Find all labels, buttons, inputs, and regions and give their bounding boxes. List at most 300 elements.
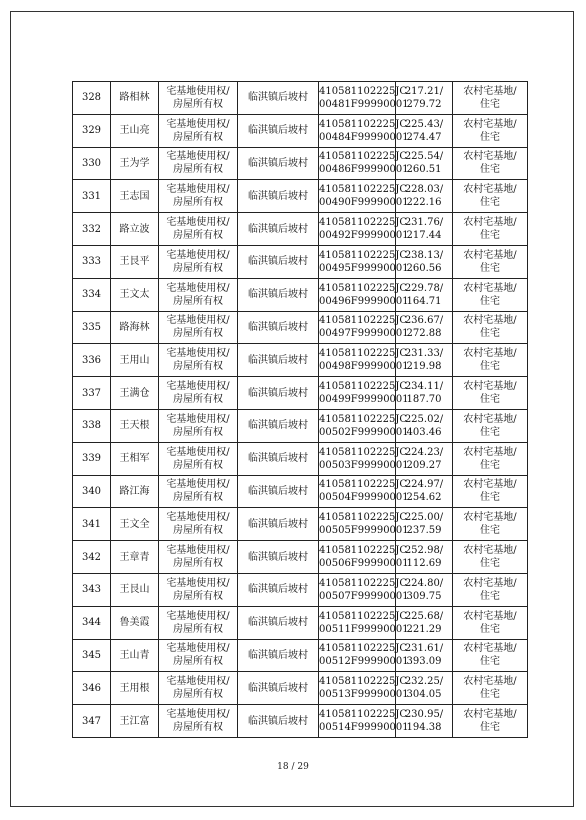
right-type-cell [159,705,238,738]
area-text: 222.16 [406,197,442,209]
unit-code-text: 00484F99990001 [319,131,409,143]
owner-name-text: 鲁美霞 [119,617,150,629]
land-use-cell [453,344,528,377]
location-text: 临淇镇后坡村 [248,518,308,530]
area-text: 209.27 [406,459,442,471]
unit-code-text: 410581102225JC [319,85,408,97]
owner-name-cell [111,541,159,574]
right-type-cell [159,606,238,639]
table-row [73,475,528,508]
row-number-text: 332 [81,223,102,235]
location-text: 临淇镇后坡村 [248,649,308,661]
area-text: 260.51 [406,164,442,176]
owner-name-text: 王相军 [119,453,150,465]
unit-code-cell [319,409,409,442]
owner-name-text: 王艮平 [119,256,150,268]
table-row [73,245,528,278]
area-text: 230.95/ [404,709,444,721]
owner-name-text: 王用山 [119,354,150,366]
owner-name-text: 王志国 [119,190,150,202]
owner-name-cell [111,213,159,246]
row-number-text: 342 [81,551,102,563]
right-type-text: 房屋所有权 [173,131,223,143]
area-text: 231.61/ [404,643,444,655]
location-text: 临淇镇后坡村 [248,682,308,694]
row-number-text: 330 [81,157,102,169]
table-row [73,311,528,344]
row-number-cell [73,147,111,180]
owner-name-text: 路立波 [119,223,150,235]
land-use-cell [453,114,528,147]
land-use-cell [453,245,528,278]
unit-code-text: 00481F99990001 [319,98,409,110]
area-text: 393.09 [406,656,442,668]
land-use-text: 农村宅基地/ [463,479,517,491]
area-text: 236.67/ [404,315,444,327]
owner-name-text: 王章青 [119,551,150,563]
row-number-cell [73,377,111,410]
unit-code-cell [319,278,409,311]
unit-code-text: 410581102225JC [319,610,408,622]
unit-code-text: 00497F99990001 [319,328,409,340]
right-type-text: 宅基地使用权/ [166,676,230,688]
unit-code-text: 00502F99990001 [319,426,409,438]
right-type-text: 宅基地使用权/ [166,577,230,589]
land-use-text: 住宅 [480,230,500,242]
unit-code-text: 410581102225JC [319,413,408,425]
right-type-cell [159,573,238,606]
right-type-text: 房屋所有权 [173,361,223,373]
location-cell [238,541,319,574]
right-type-cell [159,82,238,115]
right-type-cell [159,672,238,705]
right-type-text: 房屋所有权 [173,164,223,176]
location-cell [238,147,319,180]
unit-code-text: 00490F99990001 [319,197,409,209]
table-row [73,114,528,147]
location-text: 临淇镇后坡村 [248,617,308,629]
table-row [73,409,528,442]
unit-code-cell [319,705,409,738]
unit-code-cell [319,114,409,147]
table-row [73,541,528,574]
unit-code-text: 00511F99990001 [319,623,409,635]
location-text: 临淇镇后坡村 [248,420,308,432]
area-text: 260.56 [406,262,442,274]
unit-code-text: 410581102225JC [319,545,408,557]
area-text: 252.98/ [404,545,444,557]
right-type-text: 房屋所有权 [173,492,223,504]
area-text: 309.75 [406,590,442,602]
land-use-cell [453,213,528,246]
land-use-cell [453,409,528,442]
unit-code-cell [319,245,409,278]
unit-code-text: 00505F99990001 [319,525,409,537]
location-cell [238,442,319,475]
area-text: 224.97/ [404,479,444,491]
right-type-text: 宅基地使用权/ [166,249,230,261]
land-use-text: 住宅 [480,492,500,504]
land-use-text: 农村宅基地/ [463,315,517,327]
row-number-text: 337 [81,387,102,399]
owner-name-cell [111,672,159,705]
location-cell [238,311,319,344]
right-type-text: 宅基地使用权/ [166,643,230,655]
unit-code-text: 00492F99990001 [319,230,409,242]
unit-code-cell [319,442,409,475]
owner-name-cell [111,705,159,738]
location-text: 临淇镇后坡村 [248,715,308,727]
owner-name-text: 王山青 [119,649,150,661]
area-text: 194.38 [406,722,442,734]
right-type-text: 房屋所有权 [173,394,223,406]
area-text: 164.71 [406,295,442,307]
unit-code-cell [319,639,409,672]
owner-name-cell [111,82,159,115]
land-use-text: 农村宅基地/ [463,151,517,163]
right-type-cell [159,344,238,377]
land-use-cell [453,475,528,508]
unit-code-text: 410581102225JC [319,479,408,491]
land-use-text: 住宅 [480,328,500,340]
owner-name-cell [111,409,159,442]
area-text: 221.29 [406,623,442,635]
area-text: 403.46 [406,426,442,438]
right-type-text: 房屋所有权 [173,262,223,274]
unit-code-cell [319,147,409,180]
unit-code-text: 410581102225JC [319,709,408,721]
table-row [73,606,528,639]
location-cell [238,278,319,311]
right-type-cell [159,409,238,442]
row-number-text: 328 [81,92,102,104]
location-text: 临淇镇后坡村 [248,157,308,169]
right-type-text: 宅基地使用权/ [166,217,230,229]
land-use-cell [453,639,528,672]
unit-code-text: 410581102225JC [319,512,408,524]
row-number-text: 344 [81,617,102,629]
area-text: 234.11/ [404,381,444,393]
table-row [73,82,528,115]
area-text: 187.70 [406,394,442,406]
right-type-text: 宅基地使用权/ [166,545,230,557]
land-use-cell [453,606,528,639]
row-number-cell [73,82,111,115]
area-text: 217.21/ [404,85,444,97]
table-row [73,344,528,377]
land-use-text: 住宅 [480,262,500,274]
area-text: 279.72 [406,98,442,110]
owner-name-text: 王艮山 [119,584,150,596]
location-cell [238,475,319,508]
table-row [73,639,528,672]
location-cell [238,573,319,606]
land-use-cell [453,541,528,574]
area-text: 225.68/ [404,610,444,622]
owner-name-text: 路海林 [119,321,150,333]
location-cell [238,606,319,639]
land-use-text: 住宅 [480,197,500,209]
land-use-text: 农村宅基地/ [463,446,517,458]
area-text: 238.13/ [404,249,444,261]
right-type-cell [159,213,238,246]
area-text: 272.88 [406,328,442,340]
land-use-text: 住宅 [480,459,500,471]
location-cell [238,180,319,213]
area-text: 225.00/ [404,512,444,524]
row-number-cell [73,705,111,738]
location-text: 临淇镇后坡村 [248,223,308,235]
owner-name-text: 路江海 [119,485,150,497]
area-text: 219.98 [406,361,442,373]
land-use-cell [453,705,528,738]
right-type-text: 宅基地使用权/ [166,315,230,327]
right-type-text: 宅基地使用权/ [166,446,230,458]
row-number-text: 334 [81,289,102,301]
unit-code-text: 410581102225JC [319,676,408,688]
right-type-cell [159,311,238,344]
land-use-text: 住宅 [480,295,500,307]
area-text: 224.23/ [404,446,444,458]
land-use-text: 住宅 [480,656,500,668]
unit-code-text: 410581102225JC [319,577,408,589]
location-text: 临淇镇后坡村 [248,321,308,333]
right-type-cell [159,377,238,410]
unit-code-cell [319,475,409,508]
unit-code-text: 00507F99990001 [319,590,409,602]
area-text: 231.76/ [404,217,444,229]
unit-code-text: 410581102225JC [319,315,408,327]
right-type-cell [159,278,238,311]
right-type-text: 宅基地使用权/ [166,85,230,97]
row-number-text: 347 [81,715,102,727]
land-use-text: 农村宅基地/ [463,577,517,589]
row-number-text: 331 [81,190,102,202]
row-number-cell [73,180,111,213]
land-use-text: 农村宅基地/ [463,184,517,196]
unit-code-text: 410581102225JC [319,282,408,294]
land-use-text: 农村宅基地/ [463,676,517,688]
owner-name-cell [111,573,159,606]
land-use-text: 农村宅基地/ [463,282,517,294]
location-text: 临淇镇后坡村 [248,453,308,465]
unit-code-cell [319,672,409,705]
right-type-cell [159,541,238,574]
land-use-cell [453,82,528,115]
land-use-cell [453,508,528,541]
land-use-text: 农村宅基地/ [463,413,517,425]
owner-name-text: 王文太 [119,289,150,301]
right-type-text: 房屋所有权 [173,558,223,570]
location-text: 临淇镇后坡村 [248,125,308,137]
row-number-cell [73,213,111,246]
owner-name-cell [111,278,159,311]
row-number-cell [73,475,111,508]
right-type-text: 宅基地使用权/ [166,151,230,163]
unit-code-text: 00506F99990001 [319,558,409,570]
right-type-cell [159,147,238,180]
row-number-cell [73,672,111,705]
row-number-text: 345 [81,649,102,661]
location-cell [238,672,319,705]
land-use-text: 住宅 [480,590,500,602]
owner-name-text: 王用根 [119,682,150,694]
area-text: 229.78/ [404,282,444,294]
row-number-cell [73,114,111,147]
right-type-cell [159,639,238,672]
right-type-cell [159,180,238,213]
unit-code-cell [319,344,409,377]
area-text: 217.44 [406,230,442,242]
row-number-cell [73,409,111,442]
right-type-text: 房屋所有权 [173,722,223,734]
location-cell [238,213,319,246]
land-use-cell [453,180,528,213]
owner-name-text: 王为学 [119,157,150,169]
unit-code-text: 00513F99990001 [319,689,409,701]
land-use-text: 农村宅基地/ [463,545,517,557]
area-text: 254.62 [406,492,442,504]
land-use-text: 住宅 [480,164,500,176]
land-use-text: 农村宅基地/ [463,249,517,261]
land-use-text: 住宅 [480,98,500,110]
row-number-cell [73,541,111,574]
location-text: 临淇镇后坡村 [248,551,308,563]
table-row [73,573,528,606]
location-text: 临淇镇后坡村 [248,256,308,268]
land-use-text: 农村宅基地/ [463,381,517,393]
right-type-text: 房屋所有权 [173,623,223,635]
land-use-text: 住宅 [480,623,500,635]
right-type-cell [159,245,238,278]
right-type-text: 宅基地使用权/ [166,479,230,491]
location-text: 临淇镇后坡村 [248,190,308,202]
unit-code-cell [319,541,409,574]
unit-code-text: 00503F99990001 [319,459,409,471]
location-text: 临淇镇后坡村 [248,289,308,301]
land-use-cell [453,672,528,705]
land-use-text: 农村宅基地/ [463,643,517,655]
owner-name-text: 王天根 [119,420,150,432]
land-use-text: 住宅 [480,689,500,701]
right-type-text: 房屋所有权 [173,98,223,110]
row-number-cell [73,344,111,377]
row-number-cell [73,311,111,344]
unit-code-text: 00512F99990001 [319,656,409,668]
row-number-cell [73,508,111,541]
right-type-cell [159,114,238,147]
location-cell [238,344,319,377]
unit-code-cell [319,180,409,213]
area-text: 228.03/ [404,184,444,196]
owner-name-cell [111,311,159,344]
land-use-text: 农村宅基地/ [463,217,517,229]
owner-name-text: 王满仓 [119,387,150,399]
land-use-text: 住宅 [480,131,500,143]
right-type-cell [159,508,238,541]
unit-code-text: 410581102225JC [319,217,408,229]
right-type-text: 房屋所有权 [173,656,223,668]
unit-code-text: 00495F99990001 [319,262,409,274]
row-number-text: 343 [81,584,102,596]
row-number-cell [73,639,111,672]
land-use-cell [453,278,528,311]
registration-table [72,81,528,738]
owner-name-cell [111,508,159,541]
row-number-text: 333 [81,256,102,268]
location-text: 临淇镇后坡村 [248,485,308,497]
area-text: 225.54/ [404,151,444,163]
area-text: 232.25/ [404,676,444,688]
location-text: 临淇镇后坡村 [248,584,308,596]
right-type-text: 宅基地使用权/ [166,512,230,524]
land-use-text: 农村宅基地/ [463,118,517,130]
location-text: 临淇镇后坡村 [248,387,308,399]
unit-code-text: 00514F99990001 [319,722,409,734]
page-number: 18 / 29 [277,762,309,772]
land-use-cell [453,442,528,475]
unit-code-cell [319,213,409,246]
right-type-text: 宅基地使用权/ [166,413,230,425]
area-text: 112.69 [406,558,442,570]
owner-name-cell [111,475,159,508]
location-cell [238,377,319,410]
location-cell [238,508,319,541]
row-number-text: 335 [81,321,102,333]
owner-name-text: 王文全 [119,518,150,530]
right-type-cell [159,475,238,508]
right-type-text: 宅基地使用权/ [166,381,230,393]
land-use-text: 农村宅基地/ [463,85,517,97]
unit-code-text: 00504F99990001 [319,492,409,504]
right-type-cell [159,442,238,475]
owner-name-cell [111,245,159,278]
owner-name-text: 王江富 [119,715,150,727]
unit-code-text: 00496F99990001 [319,295,409,307]
row-number-text: 338 [81,420,102,432]
right-type-text: 房屋所有权 [173,197,223,209]
row-number-text: 346 [81,682,102,694]
land-use-text: 农村宅基地/ [463,348,517,360]
area-text: 225.02/ [404,413,444,425]
area-text: 237.59 [406,525,442,537]
owner-name-cell [111,606,159,639]
area-text: 225.43/ [404,118,444,130]
location-cell [238,82,319,115]
unit-code-text: 410581102225JC [319,249,408,261]
row-number-text: 339 [81,453,102,465]
land-use-text: 住宅 [480,361,500,373]
table-row [73,705,528,738]
land-use-cell [453,311,528,344]
right-type-text: 房屋所有权 [173,590,223,602]
unit-code-text: 00499F99990001 [319,394,409,406]
registration-table-body [73,82,528,738]
row-number-cell [73,573,111,606]
right-type-text: 房屋所有权 [173,230,223,242]
area-text: 231.33/ [404,348,444,360]
owner-name-cell [111,180,159,213]
right-type-text: 宅基地使用权/ [166,184,230,196]
table-row [73,213,528,246]
right-type-text: 房屋所有权 [173,459,223,471]
unit-code-cell [319,606,409,639]
land-use-text: 住宅 [480,722,500,734]
right-type-text: 房屋所有权 [173,426,223,438]
unit-code-text: 410581102225JC [319,446,408,458]
unit-code-text: 00486F99990001 [319,164,409,176]
land-use-cell [453,573,528,606]
